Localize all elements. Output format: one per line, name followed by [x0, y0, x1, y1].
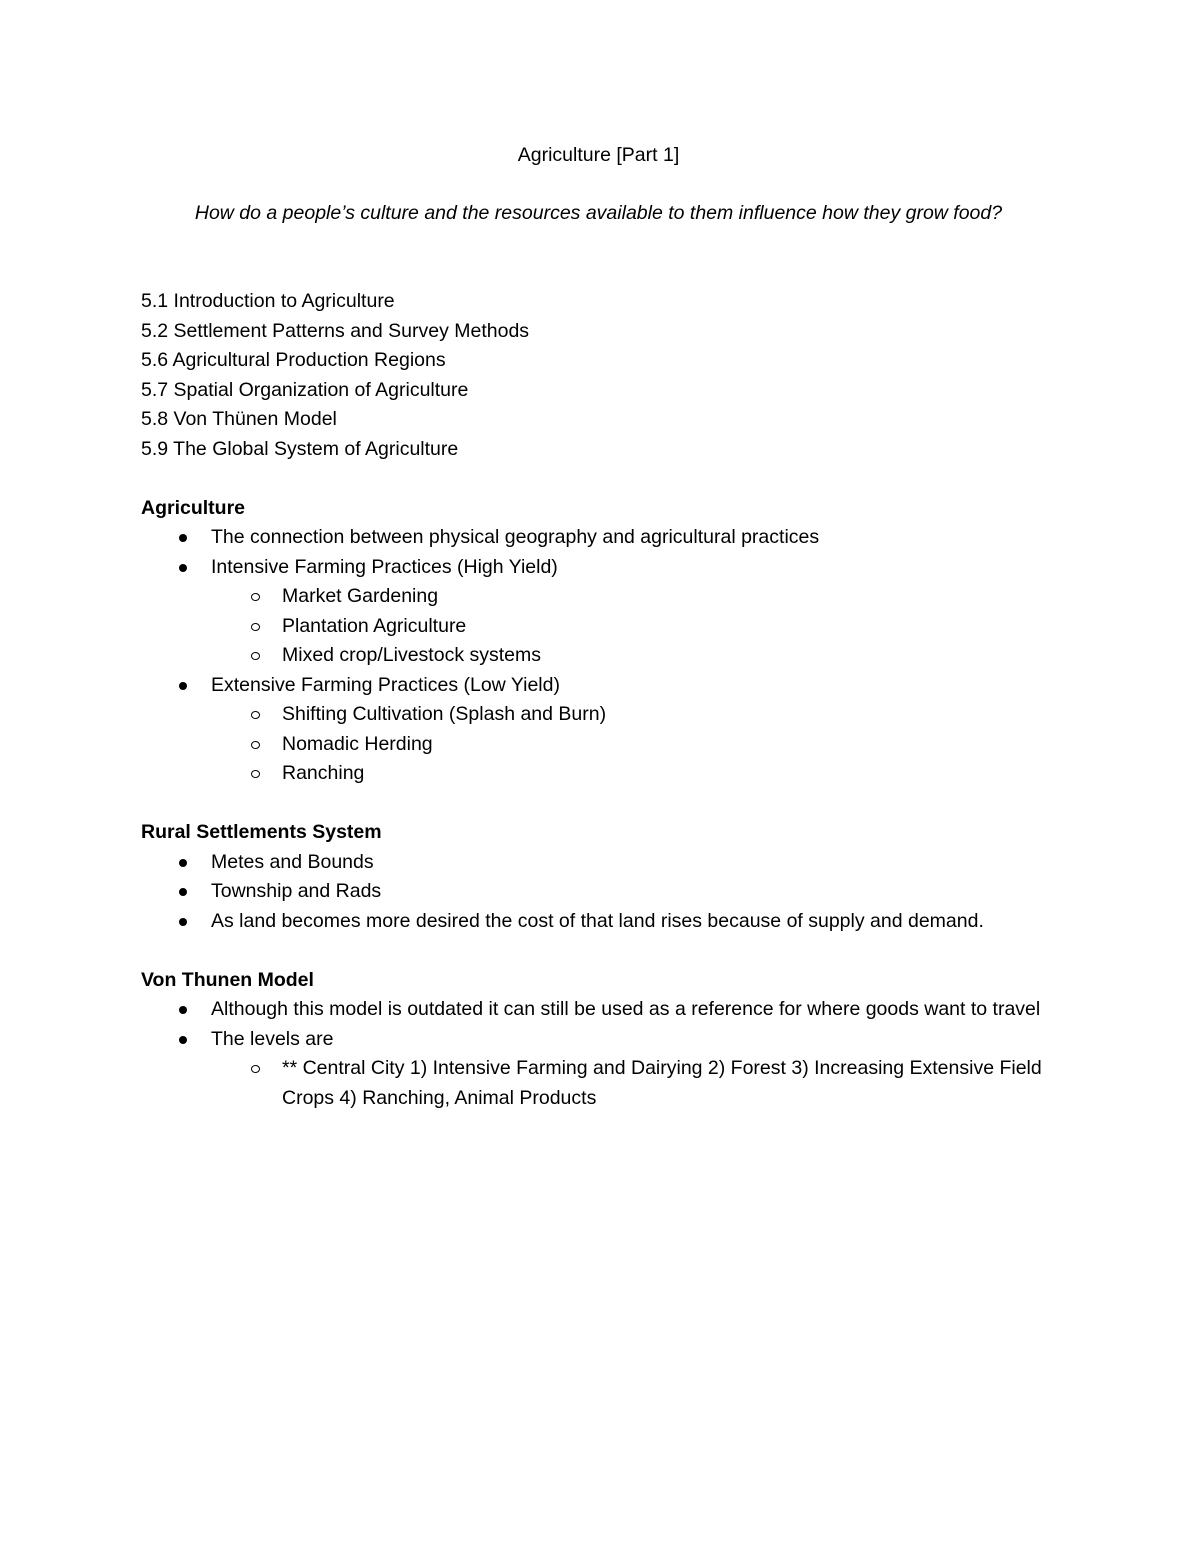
list-item-text: Although this model is outdated it can still be used as a reference for where goods want to travel [211, 998, 1041, 1020]
toc-item: 5.1 Introduction to Agriculture [141, 290, 395, 312]
hollow-bullet-icon [251, 770, 260, 778]
list-item-text: Metes and Bounds [211, 850, 374, 873]
list-item [141, 848, 1056, 878]
hollow-bullet-icon [251, 623, 260, 631]
filled-bullet-icon [179, 682, 187, 690]
list-item [141, 671, 1056, 789]
toc-item: 5.9 The Global System of Agriculture [141, 437, 459, 460]
filled-bullet-icon [179, 1006, 187, 1014]
section-heading: Von Thunen Model [141, 968, 314, 991]
list-item-text: Extensive Farming Practices (Low Yield) [211, 673, 560, 696]
bullet-list [141, 848, 1056, 937]
filled-bullet-icon [179, 888, 187, 896]
sub-list-item-text: Shifting Cultivation (Splash and Burn) [282, 703, 607, 725]
sub-list-item-text: Nomadic Herding [282, 732, 433, 755]
section-agriculture [141, 494, 1056, 789]
section-heading: Rural Settlements System [141, 821, 382, 843]
hollow-bullet-icon [251, 1065, 260, 1073]
list-item [141, 995, 1056, 1025]
list-item [141, 523, 1056, 553]
section-heading: Agriculture [141, 496, 246, 519]
filled-bullet-icon [179, 859, 187, 867]
sub-list-item [141, 641, 1056, 671]
document-title: Agriculture [Part 1] [517, 144, 680, 166]
sub-list [211, 1054, 1056, 1113]
bullet-list [141, 523, 1056, 789]
filled-bullet-icon [179, 1036, 187, 1044]
sub-list-item [141, 1054, 1056, 1113]
sub-list-item [141, 582, 1056, 612]
toc-item: 5.6 Agricultural Production Regions [141, 349, 446, 371]
toc-item: 5.8 Von Thünen Model [141, 408, 337, 430]
document-page [141, 140, 1056, 1113]
sub-list [211, 582, 1056, 671]
section-von-thunen [141, 966, 1056, 1114]
sub-list-item [141, 759, 1056, 789]
list-item-text: The levels are [211, 1027, 334, 1050]
list-item-text: Township and Rads [211, 880, 382, 902]
sub-list-item-text: Plantation Agriculture [282, 614, 467, 637]
list-item-text: The connection between physical geography and agricultural practices [211, 526, 820, 548]
hollow-bullet-icon [251, 593, 260, 601]
sub-list [211, 700, 1056, 789]
sub-list-item-text: Ranching [282, 762, 365, 784]
section-rural-settlements [141, 818, 1056, 936]
hollow-bullet-icon [251, 711, 260, 719]
filled-bullet-icon [179, 564, 187, 572]
list-item [141, 907, 1056, 937]
hollow-bullet-icon [251, 652, 260, 660]
sub-list-item [141, 612, 1056, 642]
sub-list-item-text: Market Gardening [282, 585, 439, 607]
list-item [141, 877, 1056, 907]
sub-list-item [141, 730, 1056, 760]
list-item-text: Intensive Farming Practices (High Yield) [211, 555, 558, 578]
bullet-list [141, 995, 1056, 1113]
list-item-text: As land becomes more desired the cost of that land rises because of supply and demand. [211, 909, 984, 932]
table-of-contents [141, 287, 1056, 464]
list-item [141, 1025, 1056, 1114]
sub-list-item-text: Mixed crop/Livestock systems [282, 644, 541, 666]
list-item [141, 553, 1056, 671]
filled-bullet-icon [179, 918, 187, 926]
filled-bullet-icon [179, 534, 187, 542]
sub-list-item-text: ** Central City 1) Intensive Farming and Dairying 2) Forest 3) Increasing Extensive Field Crops 4) Ranching, Animal Products [282, 1057, 1042, 1109]
document-subtitle: How do a people’s culture and the resources available to them influence how they grow food? [194, 202, 1003, 224]
toc-item: 5.7 Spatial Organization of Agriculture [141, 378, 469, 401]
hollow-bullet-icon [251, 741, 260, 749]
sub-list-item [141, 700, 1056, 730]
toc-item: 5.2 Settlement Patterns and Survey Methods [141, 319, 530, 342]
